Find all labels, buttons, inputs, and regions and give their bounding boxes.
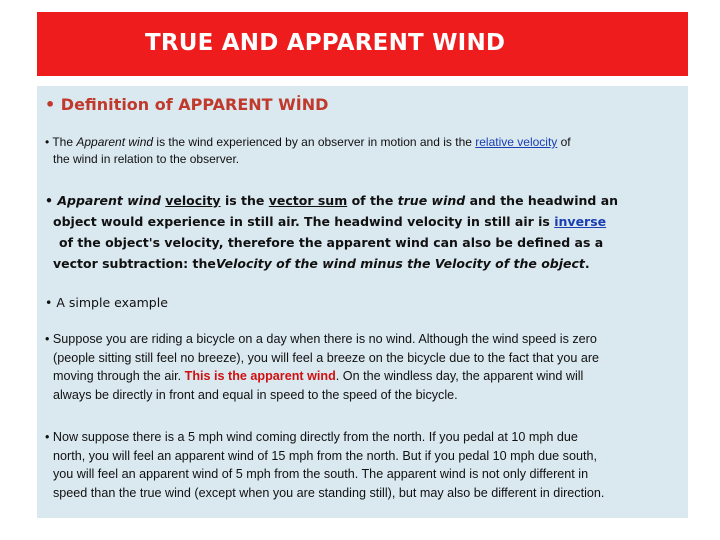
text-line: • Suppose you are riding a bicycle on a day when there is no wind. Although the wind speed is zero — [45, 332, 597, 346]
term-vector-sum: vector sum — [268, 193, 348, 208]
term-true-wind: true wind — [397, 193, 466, 208]
paragraph-north-wind-example — [45, 428, 680, 502]
text-line: (people sitting still feel no breeze), you will feel a breeze on the bicycle due to the fact that you are — [53, 350, 600, 365]
subheading-example: • A simple example — [45, 295, 168, 310]
title-bar — [37, 12, 688, 76]
bullet: • — [45, 193, 58, 208]
text-line: speed than the true wind (except when you are standing still), but may also be different in direction. — [53, 485, 605, 500]
text-line: moving through the air. — [53, 369, 185, 383]
text: . — [584, 256, 590, 271]
bullet: • The — [45, 135, 77, 149]
text-line: you will feel an apparent wind of 5 mph from the south. The apparent wind is not only different in — [53, 467, 589, 481]
term-apparent-wind: Apparent wind — [57, 193, 161, 208]
text: of — [557, 135, 571, 149]
text-line: of the object's velocity, therefore the apparent wind can also be defined as a — [59, 235, 604, 250]
paragraph-definition — [45, 134, 680, 168]
paragraph-vector-sum — [45, 190, 680, 274]
term-velocity: velocity — [165, 193, 221, 208]
content-panel — [37, 86, 688, 518]
text: and the headwind an — [465, 193, 619, 208]
text-line: the wind in relation to the observer. — [53, 152, 240, 166]
text: . On the windless day, the apparent wind will — [335, 369, 584, 383]
text: is the wind experienced by an observer in motion and is the — [153, 135, 476, 149]
link-inverse[interactable]: inverse — [554, 214, 607, 229]
term-velocity-difference: Velocity of the wind minus the Velocity of the object — [215, 256, 585, 271]
text: of the — [347, 193, 398, 208]
text: is the — [220, 193, 269, 208]
link-relative-velocity[interactable]: relative velocity — [475, 135, 558, 149]
text-line: always be directly in front and equal in speed to the speed of the bicycle. — [53, 387, 458, 402]
text-line: • Now suppose there is a 5 mph wind coming directly from the north. If you pedal at 10 mph due — [45, 430, 578, 444]
term-apparent-wind: Apparent wind — [76, 135, 154, 149]
text-line: north, you will feel an apparent wind of 15 mph from the north. But if you pedal 10 mph due south, — [53, 448, 597, 463]
slide-title: TRUE AND APPARENT WIND — [145, 30, 506, 56]
paragraph-bicycle-example — [45, 330, 680, 404]
text-line: vector subtraction: the — [53, 256, 216, 271]
highlight-apparent-wind: This is the apparent wind — [184, 369, 336, 383]
section-heading: • Definition of APPARENT WİND — [45, 95, 329, 114]
text-line: object would experience in still air. The headwind velocity in still air is — [53, 214, 555, 229]
